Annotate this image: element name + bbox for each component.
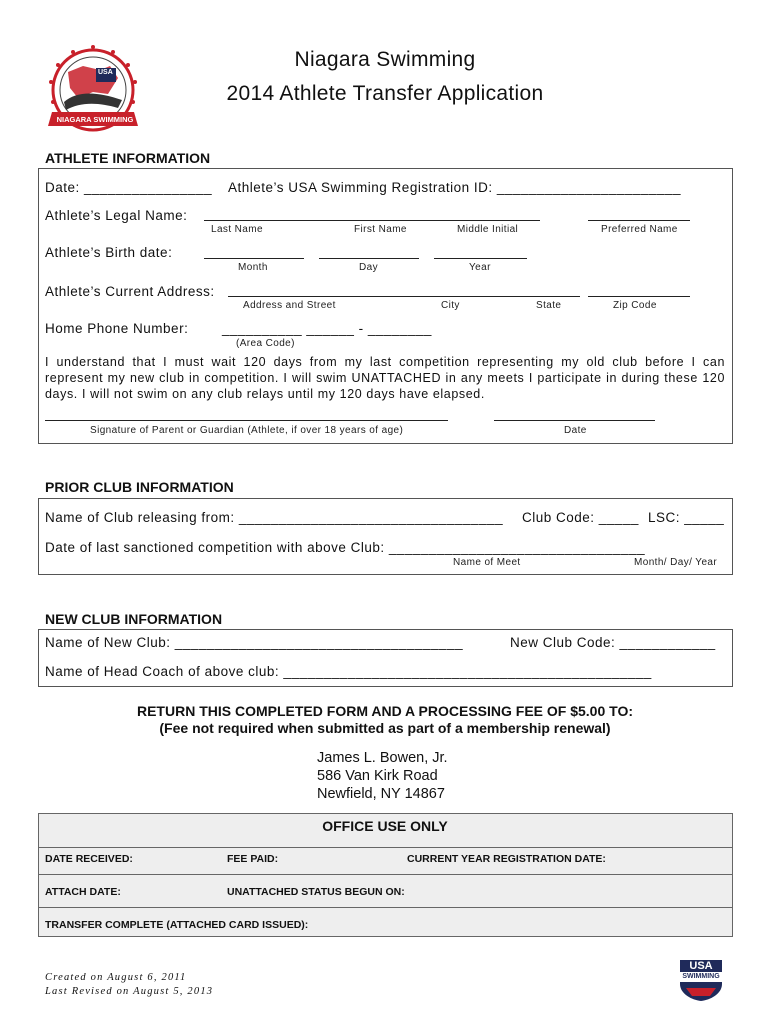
registration-id-field[interactable]: Athlete’s USA Swimming Registration ID: _______________________ [228,180,682,195]
legal-name-label: Athlete’s Legal Name: [45,208,188,223]
office-row-divider [39,907,732,908]
city-caption: City [441,300,460,311]
unattached-status-label: UNATTACHED STATUS BEGUN ON: [227,886,405,898]
zip-caption: Zip Code [613,300,657,311]
logo-banner-text: NIAGARA SWIMMING [56,115,134,124]
new-club-heading: NEW CLUB INFORMATION [45,611,223,627]
date-received-label: DATE RECEIVED: [45,853,133,865]
transfer-agreement-text: I understand that I must wait 120 days from my last competition representing my old club before I can represent my new club in competition. I will swim UNATTACHED in any meets I participate in during these 120 days. I will not swim on any club relays until my 120 days have elapsed. [45,355,725,401]
last-name-caption: Last Name [211,224,263,235]
return-instructions-line1: RETURN THIS COMPLETED FORM AND A PROCESSING FEE OF $5.00 TO: [136,703,633,719]
date-field[interactable]: Date: ________________ [45,180,213,195]
transfer-complete-label: TRANSFER COMPLETE (ATTACHED CARD ISSUED): [45,919,309,931]
birth-day-line[interactable] [319,258,419,259]
birth-month-line[interactable] [204,258,304,259]
usa-logo-text: USA [689,960,713,972]
address-street-caption: Address and Street [243,300,336,311]
address-line[interactable] [228,296,580,297]
signature-line[interactable] [45,420,448,421]
office-row-divider [39,874,732,875]
birth-date-label: Athlete’s Birth date: [45,245,173,260]
birth-year-line[interactable] [434,258,527,259]
attach-date-label: ATTACH DATE: [45,886,121,898]
head-coach-field[interactable]: Name of Head Coach of above club: ______________________________________________ [45,664,652,679]
signature-date-caption: Date [564,425,587,436]
preferred-name-line[interactable] [588,220,690,221]
phone-field[interactable]: __________ ______ - ________ [222,321,432,336]
first-name-caption: First Name [354,224,407,235]
logo-graphic [38,42,148,142]
mail-to-street: 586 Van Kirk Road [317,768,438,784]
office-row-divider [39,847,732,848]
club-code-field[interactable]: Club Code: _____ [522,510,639,525]
revised-date: Last Revised on August 5, 2013 [45,986,214,997]
return-instructions-line2: (Fee not required when submitted as part of a membership renewal) [159,720,611,736]
signature-date-line[interactable] [494,420,655,421]
preferred-name-caption: Preferred Name [601,224,678,235]
new-club-name-field[interactable]: Name of New Club: ____________________________________ [45,635,464,650]
last-competition-field[interactable]: Date of last sanctioned competition with above Club: ________________________________ [45,540,646,555]
usa-logo-sub: SWIMMING [682,973,720,980]
mail-to-city: Newfield, NY 14867 [317,786,445,802]
mail-to-name: James L. Bowen, Jr. [317,750,448,766]
created-date: Created on August 6, 2011 [45,972,187,983]
current-year-registration-label: CURRENT YEAR REGISTRATION DATE: [407,853,606,865]
name-of-meet-caption: Name of Meet [453,557,521,568]
month-day-year-caption: Month/ Day/ Year [634,557,718,568]
month-caption: Month [238,262,268,273]
signature-caption: Signature of Parent or Guardian (Athlete, if over 18 years of age) [90,425,404,436]
legal-name-line[interactable] [204,220,540,221]
lsc-field[interactable]: LSC: _____ [648,510,725,525]
prior-club-heading: PRIOR CLUB INFORMATION [45,479,234,495]
middle-initial-caption: Middle Initial [457,224,519,235]
area-code-caption: (Area Code) [236,338,295,349]
day-caption: Day [359,262,378,273]
page-title-line2: 2014 Athlete Transfer Application [226,82,544,105]
page-title-line1: Niagara Swimming [294,48,476,71]
athlete-info-heading: ATHLETE INFORMATION [45,150,211,166]
logo-usa-text: USA [98,69,113,76]
address-label: Athlete’s Current Address: [45,284,215,299]
usa-swimming-logo [676,958,726,1002]
year-caption: Year [469,262,491,273]
zip-line[interactable] [588,296,690,297]
fee-paid-label: FEE PAID: [227,853,279,865]
new-club-code-field[interactable]: New Club Code: ____________ [510,635,716,650]
state-caption: State [536,300,562,311]
releasing-club-field[interactable]: Name of Club releasing from: _________________________________ [45,510,504,525]
office-use-heading: OFFICE USE ONLY [322,818,448,834]
niagara-swimming-logo [38,42,148,142]
phone-label: Home Phone Number: [45,321,189,336]
